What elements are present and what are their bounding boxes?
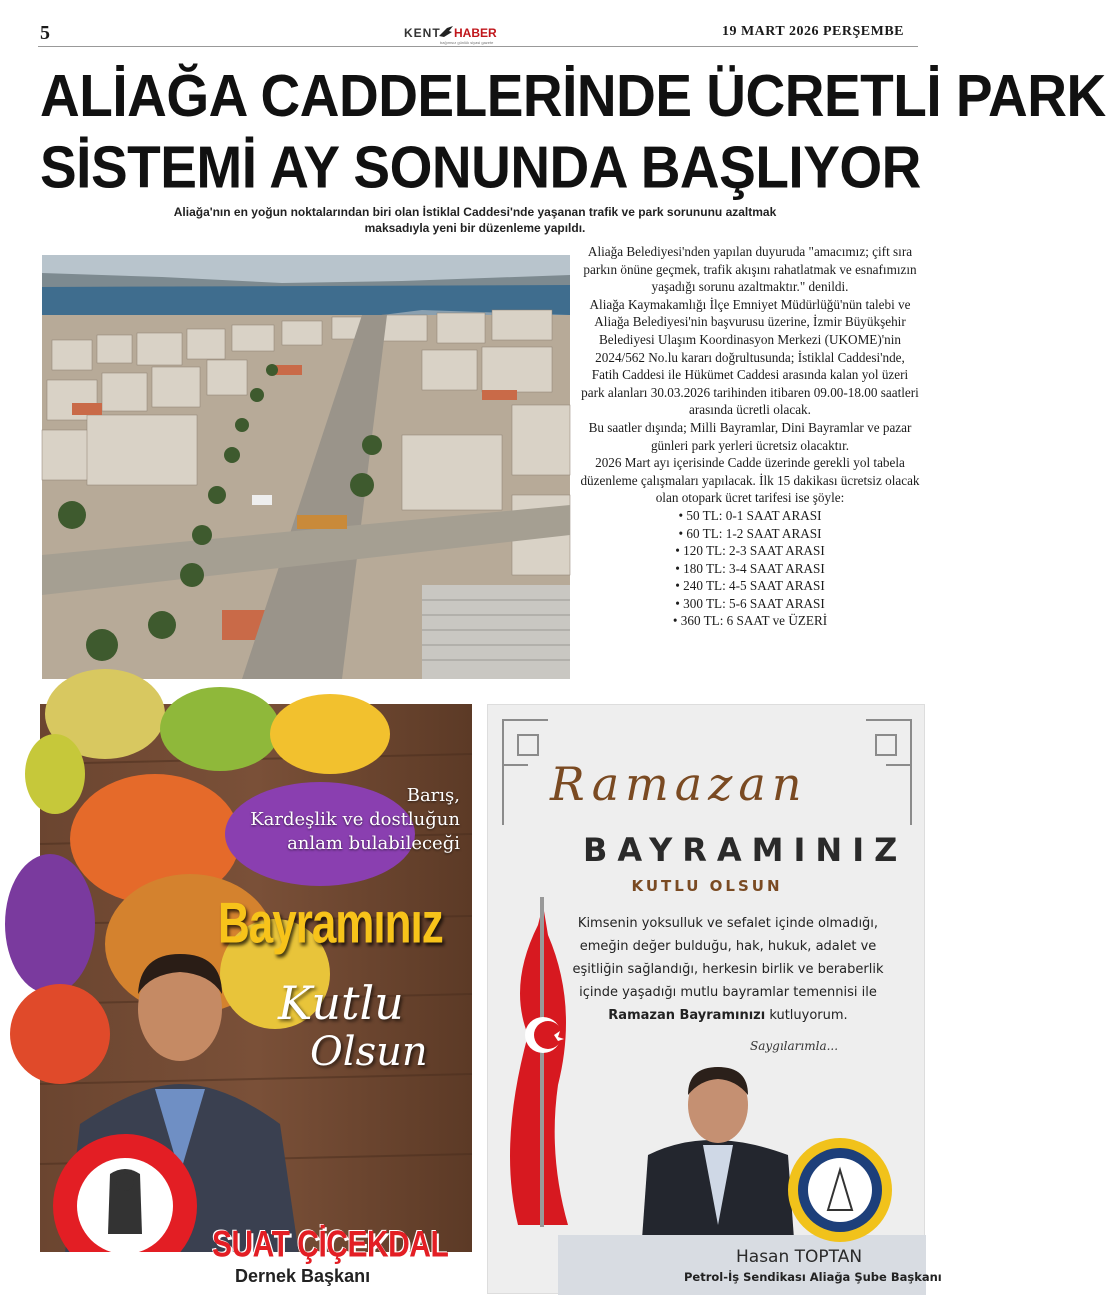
tariff-item: • 120 TL: 2-3 SAAT ARASI bbox=[580, 542, 920, 560]
holiday-ad-alevi-association bbox=[40, 704, 472, 1296]
tariff-item: • 180 TL: 3-4 SAAT ARASI bbox=[580, 560, 920, 578]
ad-right-person-title: Petrol-İş Sendikası Aliağa Şube Başkanı bbox=[684, 1270, 942, 1284]
message-line bbox=[548, 1004, 908, 1027]
message-line: eşitliğin sağlandığı, herkesin birlik ve beraberlik bbox=[572, 962, 884, 977]
header-divider bbox=[38, 46, 918, 47]
masthead-right-text: HABER bbox=[454, 26, 497, 40]
tariff-list bbox=[580, 507, 920, 630]
masthead-logo bbox=[404, 24, 499, 46]
ad-left-person-title: Dernek Başkanı bbox=[235, 1266, 371, 1286]
article-paragraph: Bu saatler dışında; Milli Bayramlar, Dini Bayramlar ve pazar günleri park yerleri ücretsiz olacaktır. bbox=[588, 419, 912, 453]
ad-right-kutlu-olsun: KUTLU OLSUN bbox=[631, 877, 783, 895]
message-line: emeğin değer bulduğu, hak, hukuk, adalet ve bbox=[579, 939, 877, 954]
article-body bbox=[580, 243, 920, 630]
message-bold: Ramazan Bayramınızı bbox=[608, 1008, 766, 1023]
ad-right-script-ramazan: Ramazan bbox=[550, 757, 808, 811]
tariff-item: • 300 TL: 5-6 SAAT ARASI bbox=[580, 595, 920, 613]
ad-right-regards: Saygılarımla... bbox=[750, 1039, 839, 1053]
masthead-tagline: bağımsız günlük siyasi gazete bbox=[440, 40, 494, 45]
slogan-line-1: Barış, bbox=[406, 785, 460, 806]
message-end: kutluyorum. bbox=[765, 1008, 848, 1023]
ad-left-bayraminiz: Bayramınız bbox=[218, 892, 443, 956]
ad-right-person-name: Hasan TOPTAN bbox=[736, 1247, 863, 1267]
headline-line-2: SİSTEMİ AY SONUNDA BAŞLIYOR bbox=[40, 133, 921, 201]
aerial-city-photo bbox=[42, 255, 570, 679]
ad-left-person-name: SUAT ÇİÇEKDAL bbox=[212, 1224, 449, 1266]
message-line: Kimsenin yoksulluk ve sefalet içinde olmadığı, bbox=[577, 916, 879, 931]
tariff-item: • 50 TL: 0-1 SAAT ARASI bbox=[580, 507, 920, 525]
article-paragraph: Aliağa Kaymakamlığı İlçe Emniyet Müdürlüğü'nün talebi ve Aliağa Belediyesi'nin başvurusu üzerine, İzmir Büyükşehir Belediyesi Ulaşım Koordinasyon Merkezi (UKOME)'nin 2024/562 No.lu kararı doğrultusunda; İstiklal Caddesi'nde, Fatih Caddesi ile Hükümet Caddesi arasında kalan yol üzeri park alanları 30.03.2026 tarihinden itibaren 09.00-18.00 saatleri arasında ücretli olacak. bbox=[581, 296, 919, 418]
ad-left-slogan bbox=[250, 784, 460, 856]
ad-left-olsun: Olsun bbox=[310, 1029, 428, 1075]
article-headline bbox=[40, 60, 1106, 203]
tariff-item: • 240 TL: 4-5 SAAT ARASI bbox=[580, 577, 920, 595]
tariff-item: • 360 TL: 6 SAAT ve ÜZERİ bbox=[580, 612, 920, 630]
slogan-line-3: anlam bulabileceği bbox=[287, 833, 460, 854]
slogan-line-2: Kardeşlik ve dostluğun bbox=[250, 809, 460, 830]
issue-date: 19 MART 2026 PERŞEMBE bbox=[721, 24, 904, 39]
page-number: 5 bbox=[40, 22, 50, 44]
tariff-item: • 60 TL: 1-2 SAAT ARASI bbox=[580, 525, 920, 543]
message-line: içinde yaşadığı mutlu bayramlar temennisi ile bbox=[579, 985, 877, 1000]
ad-right-bayraminiz: BAYRAMINIZ bbox=[583, 831, 908, 869]
headline-line-1: ALİAĞA CADDELERİNDE ÜCRETLİ PARK bbox=[40, 62, 1106, 130]
article-paragraph: Aliağa Belediyesi'nden yapılan duyuruda "amacımız; çift sıra parkın önüne geçmek, trafik akışını rahatlatmak ve esnafımızın yaşadığı sorunu azaltmaktır." denildi. bbox=[583, 244, 917, 295]
masthead-left-text: KENT bbox=[404, 26, 441, 40]
holiday-ad-petrol-is bbox=[487, 704, 942, 1294]
bird-icon bbox=[438, 24, 454, 40]
article-subhead: Aliağa'nın en yoğun noktalarından biri olan İstiklal Caddesi'nde yaşanan trafik ve park sorununu azaltmak maksadıyla yeni bir düzenleme yapıldı. bbox=[173, 205, 777, 235]
ad-right-message bbox=[548, 912, 908, 1027]
ad-left-kutlu: Kutlu bbox=[278, 976, 404, 1030]
article-paragraph: 2026 Mart ayı içerisinde Cadde üzerinde gerekli yol tabela düzenleme çalışmaları yapılacak. İlk 15 dakikası ücretsiz olacak olan otopark ücret tarifesi ise şöyle: bbox=[580, 455, 920, 506]
